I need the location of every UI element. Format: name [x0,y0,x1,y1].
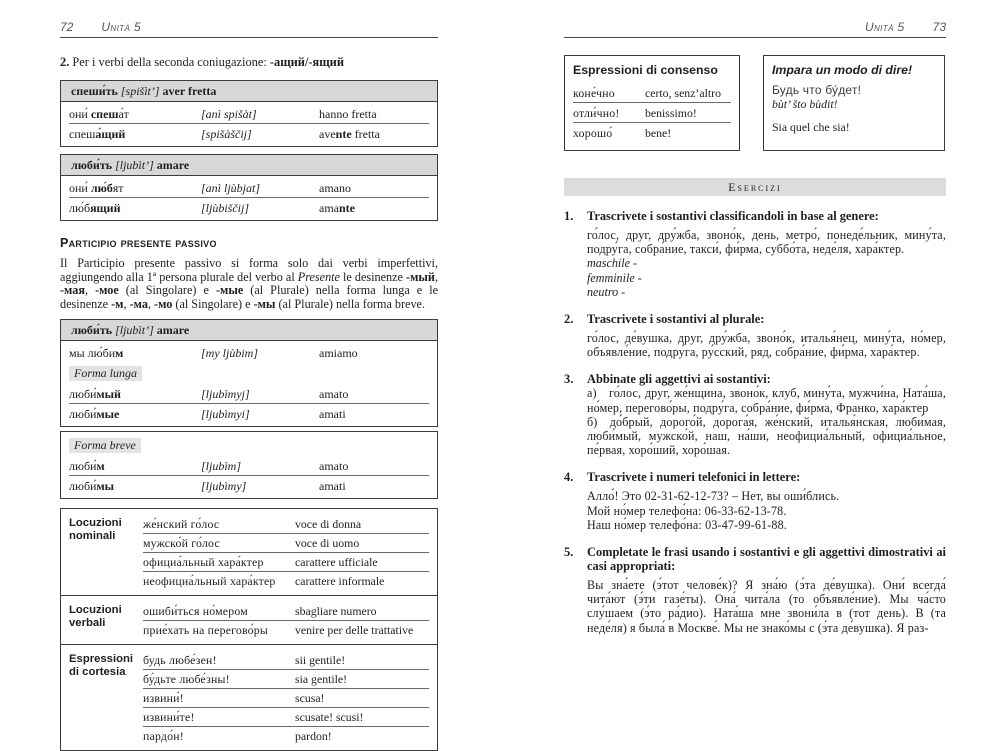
italian-translation: amiamo [319,345,358,360]
exercise-title: Trascrivete i sostantivi classificandoli in base al genere: [587,209,879,223]
table-row [69,198,429,217]
italian-translation: venire per delle trattative [295,623,414,638]
exercise-title: Trascrivete i sostantivi al plurale: [587,312,765,327]
russian-form: люби́м [69,458,105,473]
table-header: люби́ть [ljubìt’] amare [61,320,437,341]
russian-form: они́ спеша́т [69,106,129,121]
italian-translation: sbagliare numero [295,604,377,619]
esercizi-banner: Esercizi [564,178,946,196]
transcription: [anì ljùbjat] [201,180,261,195]
russian-idiom: Будь что бу́дет! [772,83,862,97]
section-heading: Participio presente passivo [60,236,217,250]
transcription: [ljùbiščij] [201,200,250,215]
russian-phrase: неофициа́льный хара́ктер [143,574,276,589]
italian-translation: certo, senz’altro [645,85,721,100]
exercise-number: 5. [564,545,574,560]
italian-translation: amano [319,180,351,195]
italian-translation: avente fretta [319,126,380,141]
box-title: Impara un modo di dire! [772,63,913,77]
russian-form: спеша́щий [69,126,126,141]
table-row [69,124,429,143]
phrase-row [143,602,429,621]
table-row [69,104,429,124]
phone-line: Алло́! Это 02-31-62-12-73? – Нет, вы оши́блись. [587,489,840,504]
exercise-number: 3. [564,372,574,387]
phrases-section-cortesia [61,644,437,750]
italian-translation: amati [319,406,346,421]
section-label: Locuzioni verbali [69,604,122,630]
exercise-body: Вы зна́ете (э́тот челове́к)? Я зна́ю (э́та де́вушка). Они́ всегда́ чита́ют (э́ти газе́ты). Она́ чита́ла (то объявле́ние). Мы ча́сто слу́шаем (э́то ра́дио). Ната́ша мне звони́ла в (тот день). В (та неде́ля) я была́ в Москве́. Мы не знако́мы с (э́та де́вушка). Я раз- [587,578,946,635]
exercise-body: го́лос, де́вушка, друг, дру́жба, звоно́к, италья́нец, мину́та, но́мер, объявле́ние, подру́га, ру́сский, ряд, собра́ние, фи́рма, хара́ктер. [587,331,946,360]
participle-table-long-form [60,319,438,427]
phrase-row [143,708,429,727]
gender-line: femminile - [587,270,642,285]
transcription: [ljubìmyj] [201,386,250,401]
russian-phrase: официа́льный хара́ктер [143,555,264,570]
phrase-row [573,83,731,103]
phrases-section-nominali [61,509,437,595]
participle-table-short-form [60,431,438,499]
section-label: Espressioni di cortesia [69,653,134,679]
exercise-title: Trascrivete i numeri telefonici in lettere: [587,470,801,485]
russian-phrase: будь любе́зен! [143,653,217,668]
transcription: [my ljùbim] [201,345,258,360]
table-header: спеши́ть [spišìt’] aver fretta [61,81,437,102]
phone-line: Наш но́мер телефо́на: 03-47-99-61-88. [587,517,787,532]
unit-title: Unità 5 [864,20,905,34]
italian-translation: amati [319,478,346,493]
phrase-row [143,651,429,670]
russian-phrase: коне́чно [573,85,615,100]
italian-translation: benissimo! [645,105,697,120]
transcription: [anì spišàt] [201,106,257,121]
exercise-body: го́лос, друг, дру́жба, звоно́к, день, метро́, понеде́льник, мину́та, подру́га, собра́ние, такси́, фи́рма, суббо́та, неде́ля, хара́ктер. [587,228,946,257]
exercise-2 [564,312,946,359]
italian-translation: bene! [645,125,672,140]
russian-phrase: бу́дьте любе́зны! [143,672,230,687]
exercise-1 [564,209,946,299]
russian-phrase: мужско́й го́лос [143,536,220,551]
italian-translation: scusa! [295,691,325,706]
exercise-title: Completate le frasi usando i sostantivi e gli aggettivi dimostrativi ai casi appropriati: [587,545,946,574]
exercise-body-a: а) го́лос, друг, же́нщина, звоно́к, клуб, мину́та, мужчи́на, Ната́ша, но́мер, перегово́ры, подру́га, собра́ние, фи́рма, Франко, хара́ктер [587,386,946,415]
forma-lunga-label: Forma lunga [69,366,142,381]
section-label: Locuzioni nominali [69,517,122,543]
transcription: [spišàščij] [201,126,252,141]
italian-translation: carattere ufficiale [295,555,378,570]
russian-form: люби́мы [69,478,115,493]
conjugation-table-ljubit [60,154,438,221]
exercise-4 [564,470,946,532]
exercise-number: 2. [564,312,574,327]
table-header: люби́ть [ljubìt’] amare [61,155,437,176]
phrase-row [143,572,429,590]
russian-phrase: ошиби́ться но́мером [143,604,248,619]
russian-phrase: прие́хать на перегово́ры [143,623,269,638]
russian-phrase: же́нский го́лос [143,517,220,532]
exercise-title: Abbinate gli aggettivi ai sostantivi: [587,372,771,387]
consent-expressions-box [564,55,740,151]
page-73 [564,20,946,635]
italian-translation: amante [319,200,355,215]
grammar-paragraph: Il Participio presente passivo si forma solo dai verbi imperfettivi, aggiungendo alla 1ª persona plurale del verbo al Presente le desinenze -мый, -мая, -мое (al Singolare) e -мые (al Plurale) nella forma lunga e le desinenze -м, -ма, -мо (al Singolare) e -мы (al Plurale) nella forma breve. [60,256,439,311]
phrase-row [143,515,429,534]
phrases-section-verbali [61,595,437,644]
table-row [69,476,429,495]
italian-translation: voce di uomo [295,536,360,551]
rule-intro: 2. Per i verbi della seconda coniugazione: -ащий/-ящий [60,55,344,69]
italian-idiom: Sia quel che sia! [772,120,850,134]
italian-translation: amato [319,458,349,473]
russian-phrase: извини́! [143,691,184,706]
gender-line: maschile - [587,256,638,271]
table-row [69,456,429,476]
russian-form: люби́мые [69,406,120,421]
phrases-table [60,508,438,751]
italian-translation: carattere informale [295,574,385,589]
italian-translation: sii gentile! [295,653,346,668]
page-72 [60,20,438,751]
unit-title: Unità 5 [101,20,142,34]
conjugation-table-spesit [60,80,438,147]
phone-line: Мой но́мер телефо́на: 06-33-62-13-78. [587,503,787,518]
phrase-row [143,727,429,745]
russian-phrase: пардо́н! [143,729,184,744]
page-header-right [564,20,946,38]
italian-translation: scusate! scusi! [295,710,364,725]
page-number: 72 [60,20,74,34]
italian-translation: sia gentile! [295,672,348,687]
transcription: [ljubìmy] [201,478,247,493]
russian-phrase: хорошо́ [573,125,613,140]
page-number: 73 [932,20,946,34]
phrase-row [573,103,731,123]
transcription: [ljubìmyi] [201,406,250,421]
phrase-row [143,621,429,639]
russian-form: они́ лю́бят [69,180,124,195]
phrase-row [143,534,429,553]
idiom-transliteration: bùt’ što bùdit! [772,97,838,111]
table-row [69,384,429,404]
table-row [69,178,429,198]
exercise-number: 1. [564,209,574,223]
italian-translation: hanno fretta [319,106,377,121]
gender-line: neutro - [587,284,626,299]
idiom-box [763,55,945,151]
phrase-row [573,123,731,142]
russian-form: люби́мый [69,386,121,401]
exercise-5 [564,545,946,635]
table-row [69,343,429,362]
box-title: Espressioni di consenso [573,63,718,77]
russian-phrase: отли́чно! [573,105,620,120]
phrase-row [143,689,429,708]
phrase-row [143,670,429,689]
phrase-row [143,553,429,572]
exercise-body-b: б) до́брый, дорого́й, дорога́я, же́нский, италья́нская, люби́мая, люби́мый, мужско́й, наш, на́ши, неофициа́льный, официа́льное, пе́рвая, хоро́ший, хоро́шая. [587,414,946,458]
transcription: [ljubìm] [201,458,242,473]
russian-phrase: извини́те! [143,710,195,725]
exercise-number: 4. [564,470,574,485]
italian-translation: voce di donna [295,517,362,532]
table-row [69,404,429,423]
exercise-3 [564,372,946,457]
page-header-left [60,20,438,38]
italian-translation: pardon! [295,729,332,744]
russian-form: лю́бящий [69,200,121,215]
forma-breve-label: Forma breve [69,438,141,453]
italian-translation: amato [319,386,349,401]
russian-form: мы лю́бим [69,345,124,360]
